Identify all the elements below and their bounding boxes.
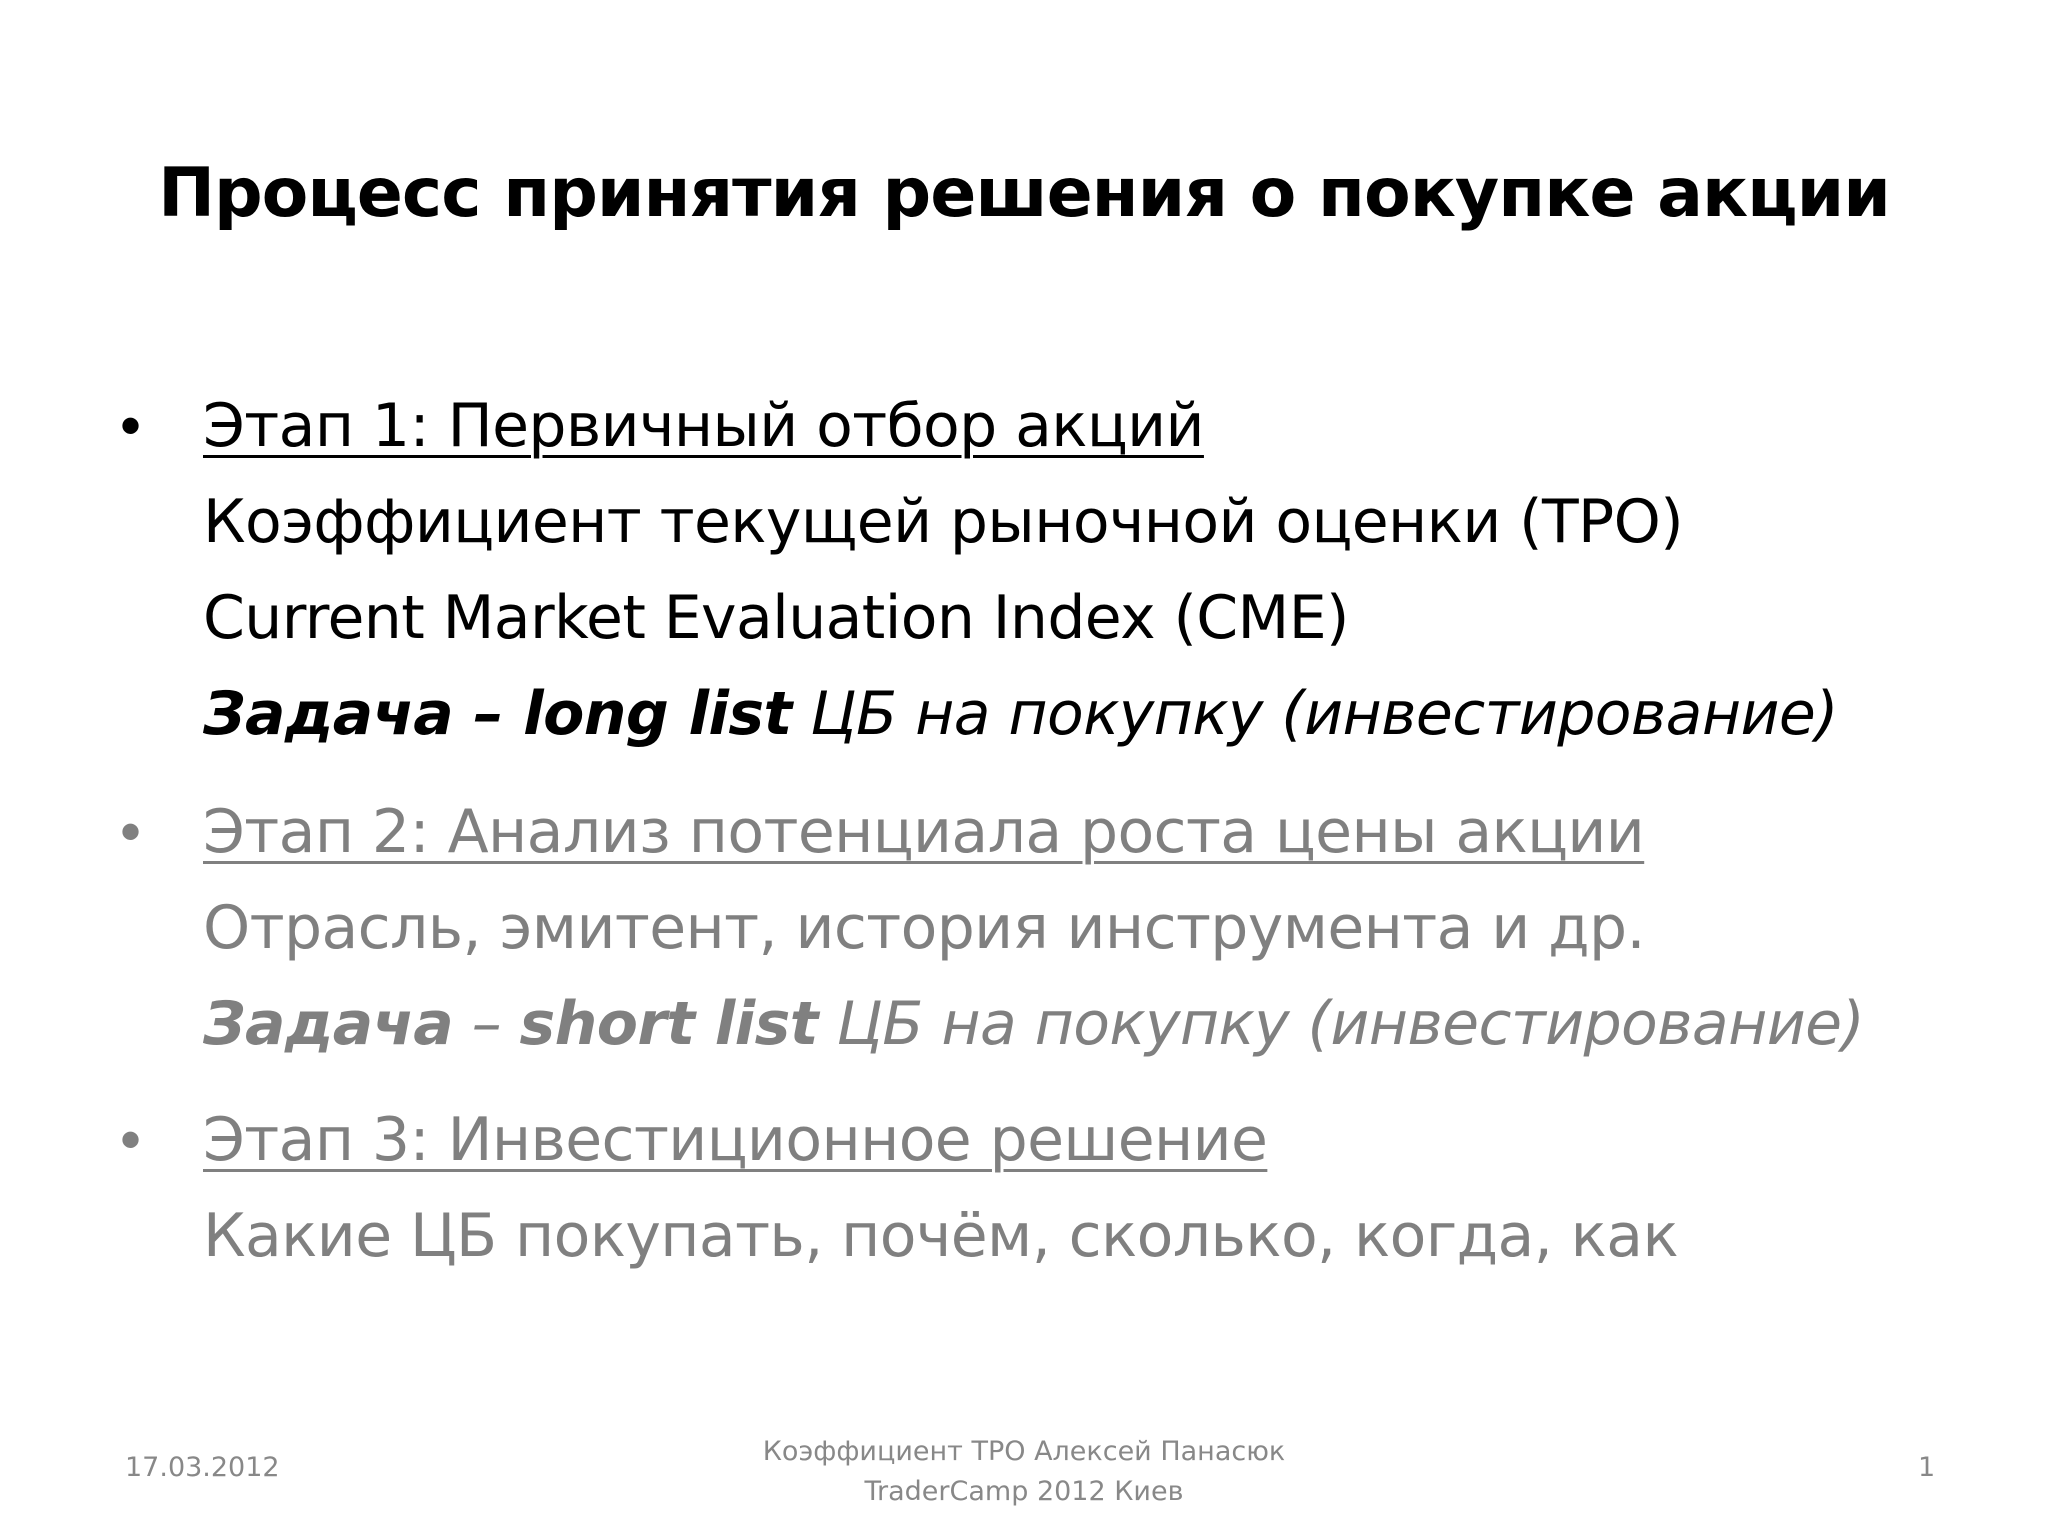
footer-page-number: 1 [1918, 1452, 1936, 1483]
footer-date: 17.03.2012 [125, 1452, 280, 1483]
stage-2-task-dash: – [453, 989, 520, 1059]
stage-1-line-1: Коэффициент текущей рыночной оценки (ТРО) [203, 487, 1684, 557]
stage-2-task-italic: ЦБ на покупку (инвестирование) [817, 989, 1865, 1059]
slide-title: Процесс принятия решения о покупке акции [158, 154, 1890, 233]
stage-1-heading: Этап 1: Первичный отбор акций [203, 391, 1204, 461]
bullet-dot: • [120, 798, 142, 865]
stage-1-task-bold: Задача – long list [203, 679, 792, 749]
stage-2-task-bold-1: Задача [203, 989, 454, 1059]
bullet-dot: • [120, 392, 142, 459]
stage-3-heading: Этап 3: Инвестиционное решение [203, 1105, 1268, 1175]
footer-center-line-2: TraderCamp 2012 Киев [864, 1476, 1184, 1507]
footer-center-line-1: Коэффициент ТРО Алексей Панасюк [762, 1436, 1286, 1467]
stage-1-line-2: Current Market Evaluation Index (CME) [203, 583, 1349, 653]
stage-3-line-1: Какие ЦБ покупать, почём, сколько, когда, как [203, 1201, 1679, 1271]
stage-2-heading: Этап 2: Анализ потенциала роста цены акции [203, 797, 1645, 867]
stage-2-task-bold-2: short list [519, 989, 818, 1059]
stage-1-task-italic: ЦБ на покупку (инвестирование) [791, 679, 1838, 749]
footer-center [0, 1432, 2048, 1512]
stage-2-line-1: Отрасль, эмитент, история инструмента и др. [203, 893, 1646, 963]
bullet-dot: • [120, 1106, 142, 1173]
